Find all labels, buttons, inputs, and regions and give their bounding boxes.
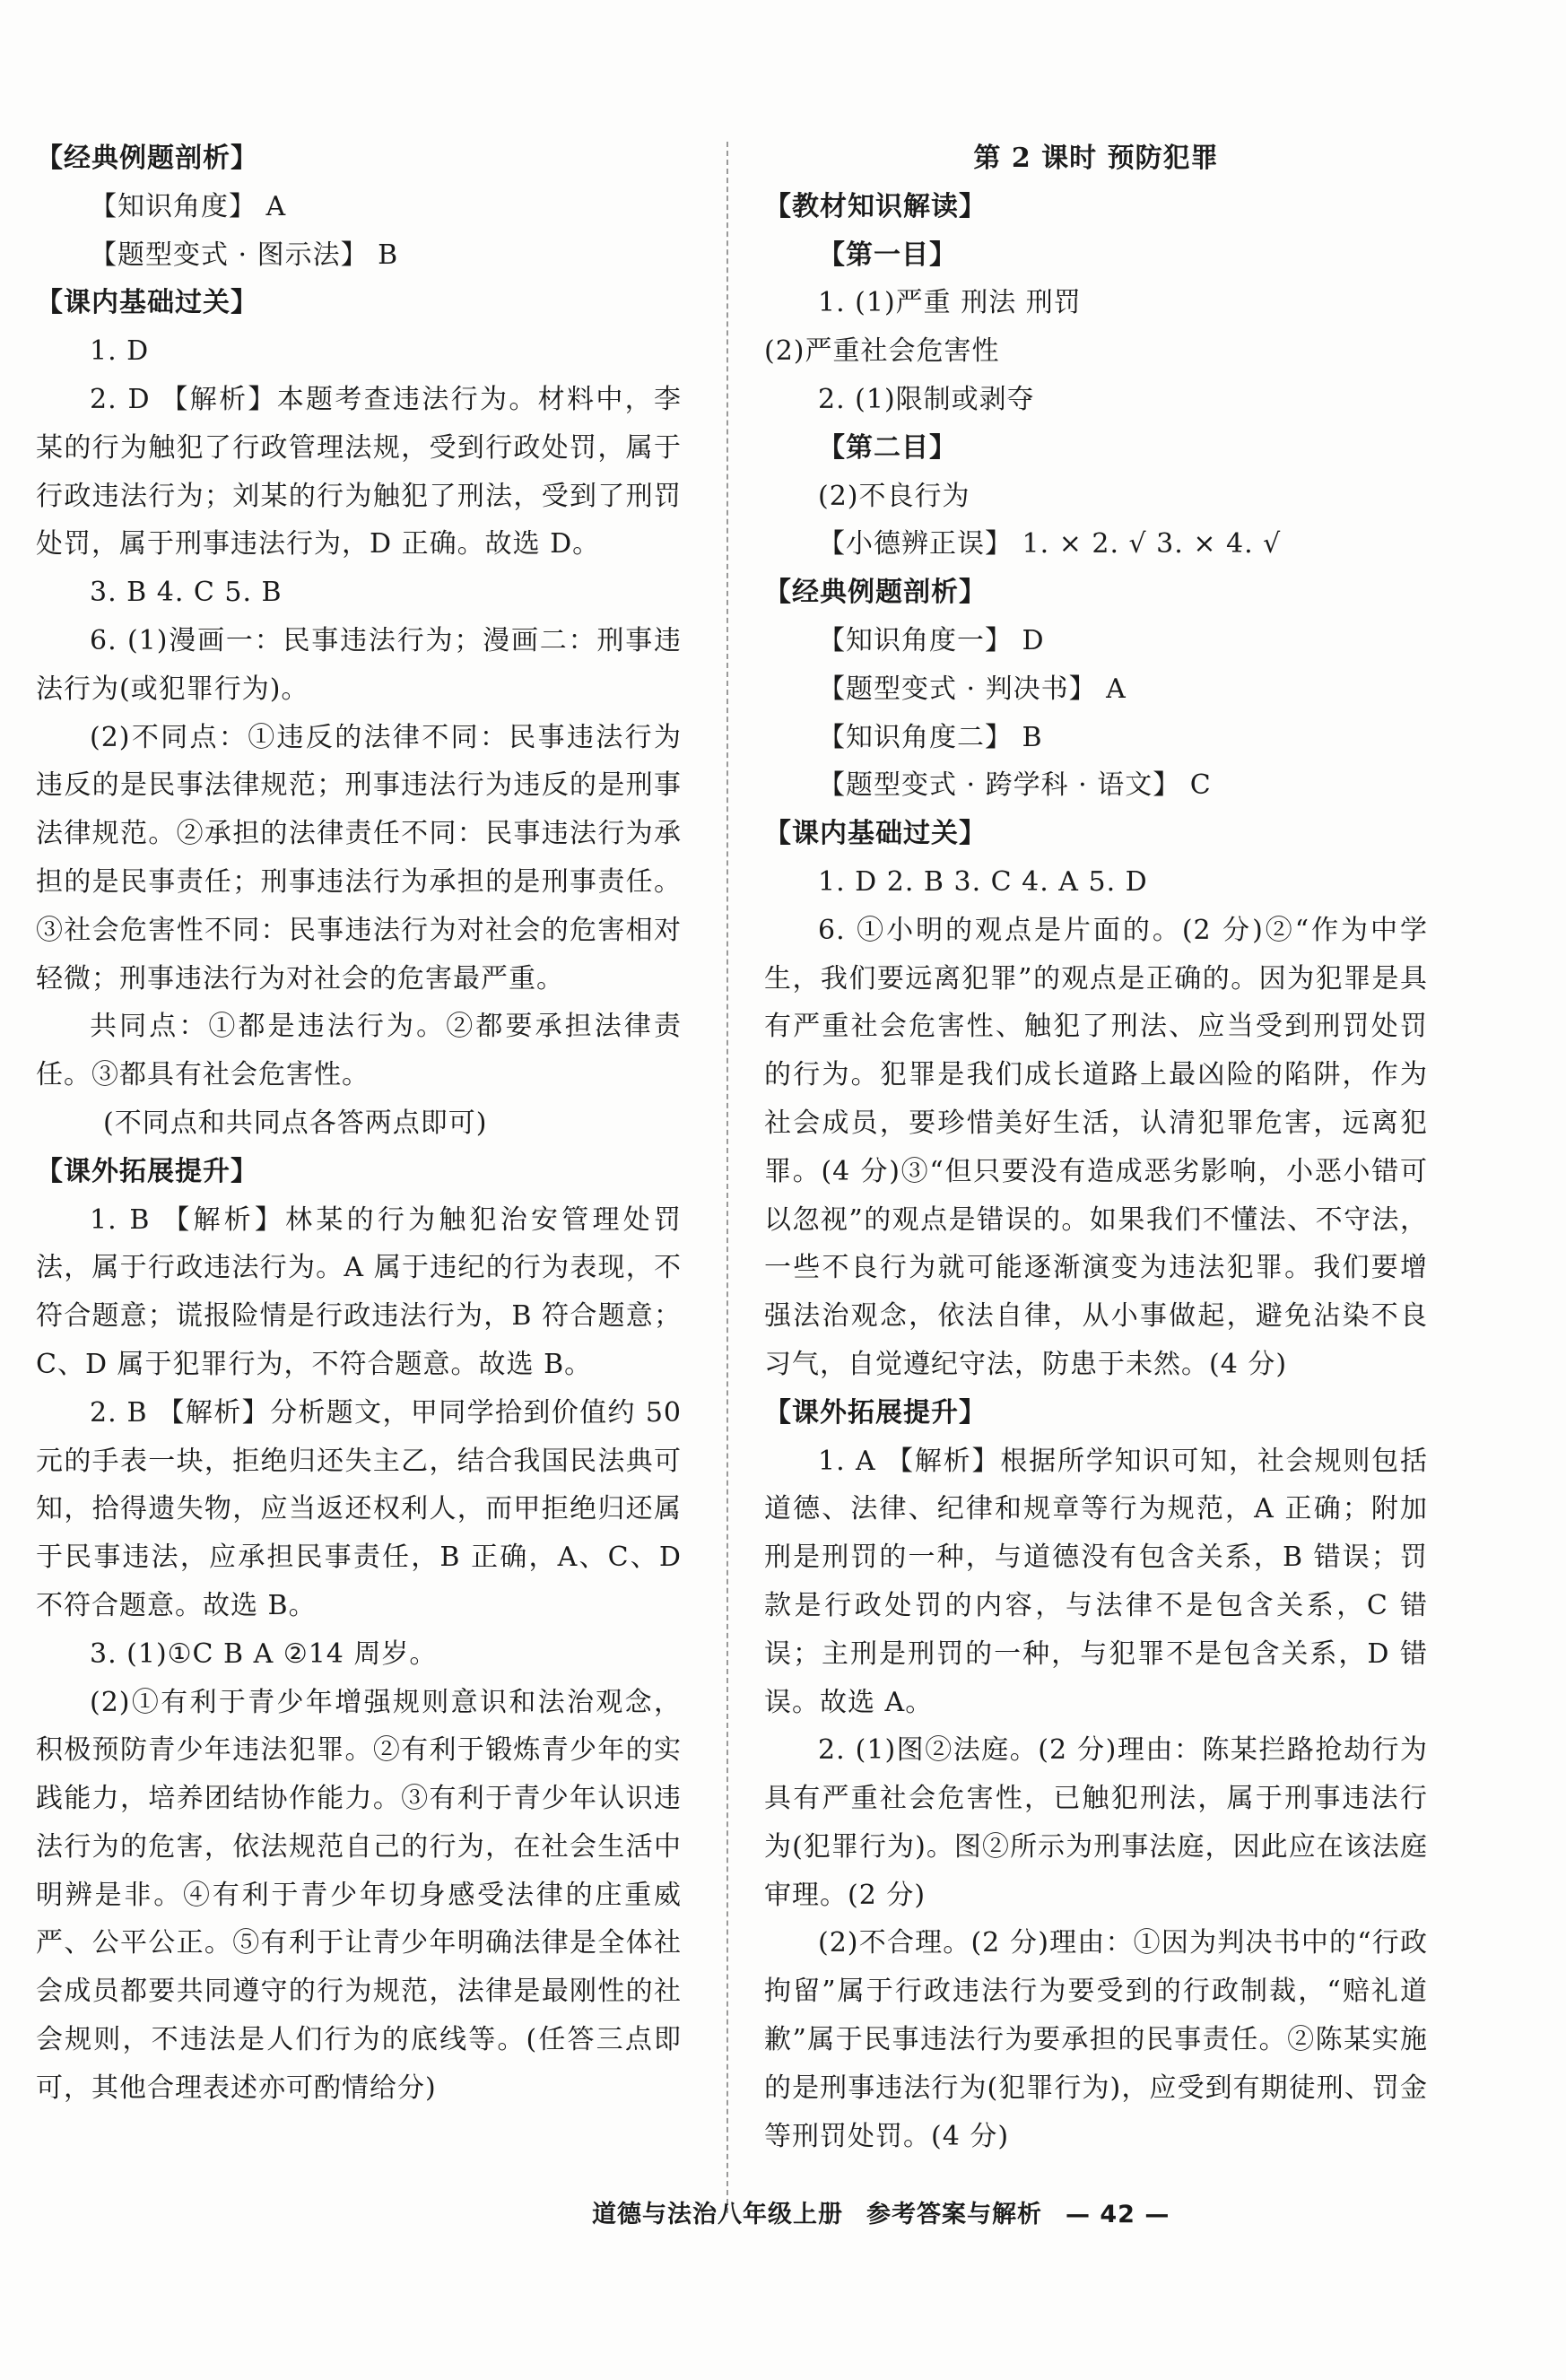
left-block-1: 【知识角度】 A xyxy=(90,190,287,222)
right-block-15: 1. D 2. B 3. C 4. A 5. D xyxy=(818,865,1148,898)
right-block-12: 【知识角度二】 B xyxy=(818,721,1043,753)
right-block-7: (2)不良行为 xyxy=(818,480,970,512)
footer-book-title: 道德与法治八年级上册 xyxy=(592,2201,843,2228)
right-block-8: 【小德辨正误】 1. × 2. √ 3. × 4. √ xyxy=(818,528,1282,560)
left-block-11: 【课外拓展提升】 xyxy=(36,1155,258,1187)
left-block-13: 2. B 【解析】分析题文，甲同学拾到价值约 50 元的手表一块，拒绝归还失主乙，结合我国民法典可知，拾得遗失物，应当返还权利人，而甲拒绝归还属于民事违法，应承担民事责任，B 正确，A、C、D 不符合题意。故选 B。 xyxy=(36,1396,682,1621)
left-block-8: (2)不同点：①违反的法律不同：民事违法行为违反的是民事法律规范；刑事违法行为违反的是刑事法律规范。②承担的法律责任不同：民事违法行为承担的是民事责任；刑事违法行为承担的是刑事责任。③社会危害性不同：民事违法行为对社会的危害相对轻微；刑事违法行为对社会的危害最严重。 xyxy=(36,721,682,995)
page-number: — 42 — xyxy=(1066,2201,1170,2228)
left-block-0: 【经典例题剖析】 xyxy=(36,143,258,174)
left-block-4: 1. D xyxy=(90,335,150,368)
right-column xyxy=(764,135,1428,2160)
left-block-2: 【题型变式 · 图示法】 B xyxy=(90,239,399,271)
right-block-9: 【经典例题剖析】 xyxy=(764,577,987,609)
right-block-4: (2)严重社会危害性 xyxy=(764,335,1000,368)
left-block-7: 6. (1)漫画一：民事违法行为；漫画二：刑事违法行为(或犯罪行为)。 xyxy=(36,624,682,705)
right-block-14: 【课内基础过关】 xyxy=(764,818,987,850)
right-block-19: 2. (1)图②法庭。(2 分)理由：陈某拦路抢劫行为具有严重社会危害性，已触犯刑法，属于刑事违法行为(犯罪行为)。图②所示为刑事法庭，因此应在该法庭审理。(2 分) xyxy=(764,1734,1428,1911)
left-block-6: 3. B 4. C 5. B xyxy=(90,577,283,609)
right-block-17: 【课外拓展提升】 xyxy=(764,1396,987,1429)
left-block-3: 【课内基础过关】 xyxy=(36,287,258,319)
right-block-1: 【教材知识解读】 xyxy=(764,190,987,222)
left-block-9: 共同点：①都是违法行为。②都要承担法律责任。③都具有社会危害性。 xyxy=(36,1011,682,1091)
right-block-16: 6. ①小明的观点是片面的。(2 分)②“作为中学生，我们要远离犯罪”的观点是正确的。因为犯罪是具有严重社会危害性、触犯了刑法、应当受到刑罚处罚的行为。犯罪是我们成长道路上最凶险的陷阱，作为社会成员，要珍惜美好生活，认清犯罪危害，远离犯罪。(4 分)③“但只要没有造成恶劣影响，小恶小错可以忽视”的观点是错误的。如果我们不懂法、不守法，一些不良行为就可能逐渐演变为违法犯罪。我们要增强法治观念，依法自律，从小事做起，避免沾染不良习气，自觉遵纪守法，防患于未然。(4 分) xyxy=(764,914,1428,1380)
right-block-5: 2. (1)限制或剥夺 xyxy=(818,383,1035,415)
page-footer xyxy=(592,2194,1170,2229)
left-block-5: 2. D 【解析】本题考查违法行为。材料中，李某的行为触犯了行政管理法规，受到行政处罚，属于行政违法行为；刘某的行为触犯了刑法，受到了刑罚处罚，属于刑事违法行为，D 正确。故选 D。 xyxy=(36,383,682,560)
right-block-10: 【知识角度一】 D xyxy=(818,624,1045,656)
right-block-0: 第 2 课时 预防犯罪 xyxy=(973,143,1219,174)
right-block-3: 1. (1)严重 刑法 刑罚 xyxy=(818,287,1082,319)
right-block-6: 【第二目】 xyxy=(818,431,957,464)
left-block-10: (不同点和共同点各答两点即可) xyxy=(103,1107,488,1139)
right-block-18: 1. A 【解析】根据所学知识可知，社会规则包括道德、法律、纪律和规章等行为规范，A 正确；附加刑是刑罚的一种，与道德没有包含关系，B 错误；罚款是行政处罚的内容，与法律不是包含关系，C 错误；主刑是刑罚的一种，与犯罪不是包含关系，D 错误。故选 A。 xyxy=(764,1445,1428,1718)
left-column xyxy=(36,135,682,2113)
right-block-20: (2)不合理。(2 分)理由：①因为判决书中的“行政拘留”属于行政违法行为要受到的行政制裁，“赔礼道歉”属于民事违法行为要承担的民事责任。②陈某实施的是刑事违法行为(犯罪行为)，应受到有期徒刑、罚金等刑罚处罚。(4 分) xyxy=(764,1927,1428,2152)
footer-section: 参考答案与解析 xyxy=(866,2201,1042,2228)
left-block-15: (2)①有利于青少年增强规则意识和法治观念，积极预防青少年违法犯罪。②有利于锻炼青少年的实践能力，培养团结协作能力。③有利于青少年认识违法行为的危害，依法规范自己的行为，在社会生活中明辨是非。④有利于青少年切身感受法律的庄重威严、公平公正。⑤有利于让青少年明确法律是全体社会成员都要共同遵守的行为规范，法律是最刚性的社会规则，不违法是人们行为的底线等。(任答三点即可，其他合理表述亦可酌情给分) xyxy=(36,1686,682,2104)
left-block-12: 1. B 【解析】林某的行为触犯治安管理处罚法，属于行政违法行为。A 属于违纪的行为表现，不符合题意；谎报险情是行政违法行为，B 符合题意；C、D 属于犯罪行为，不符合题意。故选 B。 xyxy=(36,1203,682,1380)
right-block-2: 【第一目】 xyxy=(818,239,957,271)
right-block-11: 【题型变式 · 判决书】 A xyxy=(818,673,1127,705)
left-block-14: 3. (1)①C B A ②14 周岁。 xyxy=(90,1637,438,1670)
column-divider xyxy=(726,142,728,2213)
right-block-13: 【题型变式 · 跨学科 · 语文】 C xyxy=(818,769,1212,802)
